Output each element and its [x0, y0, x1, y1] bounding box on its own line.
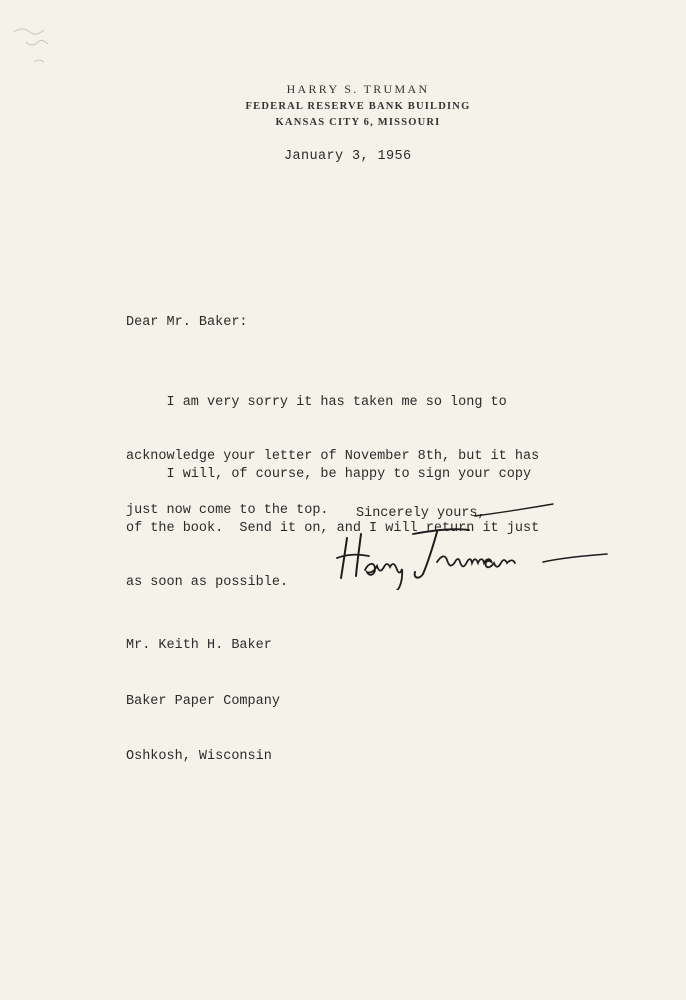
pencil-marks-icon: [4, 22, 74, 82]
recipient-name: Mr. Keith H. Baker: [126, 638, 272, 653]
body-line: as soon as possible.: [126, 575, 289, 590]
recipient-company: Baker Paper Company: [126, 693, 280, 709]
letterhead-address-line-1: FEDERAL RESERVE BANK BUILDING: [245, 101, 471, 112]
handwritten-signature-icon: [325, 500, 615, 590]
closing: Sincerely yours,: [356, 506, 486, 521]
recipient-address: [126, 600, 280, 804]
recipient-city: Oshkosh, Wisconsin: [126, 749, 272, 764]
body-line: of the book. Send it on, and I will return it just: [126, 521, 540, 536]
body-line: just now come to the top.: [126, 503, 329, 518]
letter-date: January 3, 1956: [284, 149, 412, 164]
body-line: acknowledge your letter of November 8th, but it has: [126, 449, 540, 464]
letterhead-address-line-2: KANSAS CITY 6, MISSOURI: [275, 117, 441, 128]
body-line: I will, of course, be happy to sign your copy: [126, 467, 532, 482]
body-line: I am very sorry it has taken me so long to: [126, 395, 507, 410]
letterhead-name: HARRY S. TRUMAN: [286, 82, 430, 96]
salutation: Dear Mr. Baker:: [126, 315, 248, 330]
letterhead: [0, 81, 686, 131]
